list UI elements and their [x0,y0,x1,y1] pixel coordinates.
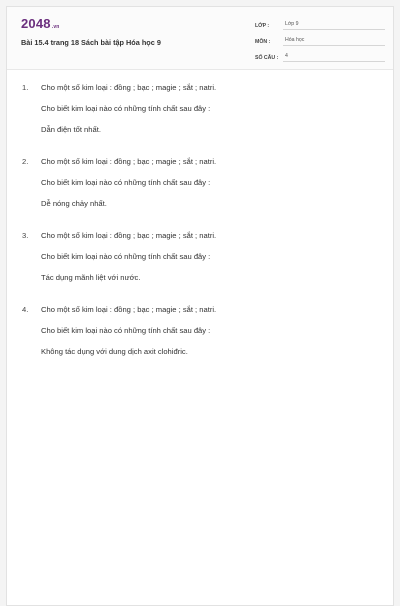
document-title: Bài 15.4 trang 18 Sách bài tập Hóa học 9 [21,38,161,47]
meta-label-count: SỐ CÂU : [255,54,279,61]
question-prompt: Cho biết kim loại nào có những tính chất sau đây : [41,178,211,187]
question-prompt: Cho biết kim loại nào có những tính chất sau đây : [41,252,211,261]
question-property: Dẫn điện tốt nhất. [41,125,101,134]
site-logo[interactable] [21,16,60,31]
meta-row-subject [255,35,385,48]
worksheet-header [7,7,393,70]
question-item [7,83,393,157]
question-item [7,231,393,305]
meta-value-count: 4 [283,53,385,62]
question-text: Cho một số kim loại : đồng ; bạc ; magie ; sắt ; natri. [41,231,217,240]
question-number: 1. [22,83,29,92]
question-prompt: Cho biết kim loại nào có những tính chất sau đây : [41,104,211,113]
logo-text: 2048 [21,16,51,31]
question-number: 4. [22,305,29,314]
question-number: 3. [22,231,29,240]
question-prompt: Cho biết kim loại nào có những tính chất sau đây : [41,326,211,335]
meta-info [255,19,385,67]
meta-value-grade: Lớp 9 [283,21,385,30]
meta-row-grade [255,19,385,32]
question-property: Tác dụng mãnh liệt với nước. [41,273,141,282]
question-text: Cho một số kim loại : đồng ; bạc ; magie ; sắt ; natri. [41,157,217,166]
question-item [7,157,393,231]
meta-value-subject: Hóa học [283,37,385,46]
meta-row-count [255,51,385,64]
meta-label-subject: MÔN : [255,38,271,45]
worksheet [6,6,394,606]
question-list [7,83,393,379]
question-text: Cho một số kim loại : đồng ; bạc ; magie ; sắt ; natri. [41,83,217,92]
logo-suffix: .vn [51,24,60,30]
question-text: Cho một số kim loại : đồng ; bạc ; magie ; sắt ; natri. [41,305,217,314]
meta-label-grade: LỚP : [255,22,270,29]
question-property: Không tác dụng với dung dịch axit clohiđric. [41,347,188,356]
question-property: Dễ nóng chảy nhất. [41,199,107,208]
question-item [7,305,393,379]
question-number: 2. [22,157,29,166]
